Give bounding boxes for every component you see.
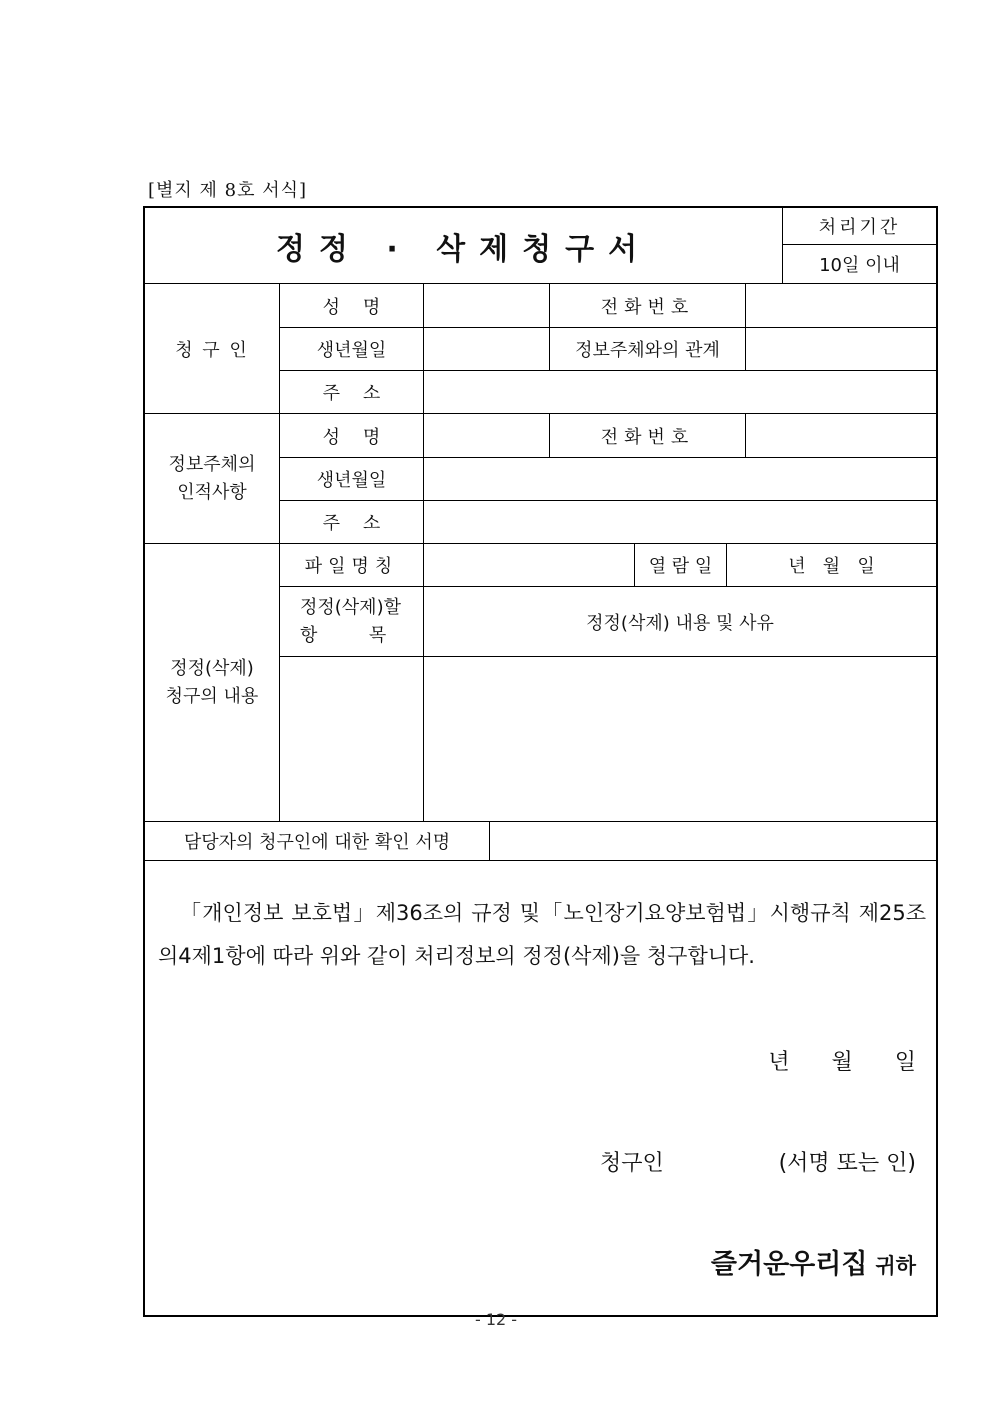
subject-section-line2: 인적사항 <box>177 481 247 503</box>
requester-relation-label: 정보주체와의 관계 <box>575 340 720 361</box>
subject-address-field[interactable] <box>424 501 936 543</box>
file-name-field[interactable] <box>424 544 634 586</box>
requester-name-label: 성 명 <box>322 296 381 318</box>
form-title: 정정 · 삭제청구서 <box>275 231 652 267</box>
staff-confirm-field[interactable] <box>490 822 936 860</box>
requester-birth-label: 생년월일 <box>316 340 387 361</box>
subject-address-label: 주 소 <box>322 513 381 534</box>
recipient-suffix: 귀하 <box>875 1254 916 1278</box>
divider <box>145 860 936 861</box>
subject-phone-label: 전화번호 <box>600 426 695 448</box>
item-label <box>280 587 423 656</box>
page-number: - 12 - <box>474 1310 518 1329</box>
recipient-name: 즐거운우리집 <box>710 1249 868 1280</box>
content-section-label <box>145 544 279 821</box>
item-field[interactable] <box>280 657 423 821</box>
requester-birth-field[interactable] <box>424 328 549 370</box>
reason-field[interactable] <box>424 657 936 821</box>
subject-phone-field[interactable] <box>746 414 936 457</box>
requester-address-field[interactable] <box>424 371 936 413</box>
subject-birth-label: 생년월일 <box>316 470 387 491</box>
subject-name-field[interactable] <box>424 414 549 457</box>
recipient <box>711 1242 916 1281</box>
request-date[interactable]: 년 월 일 <box>768 1050 916 1075</box>
item-label-line1: 정정(삭제)할 <box>300 596 401 618</box>
content-section-line1: 정정(삭제) <box>170 657 254 679</box>
view-date-field[interactable]: 년 월 일 <box>788 556 875 577</box>
reason-header: 정정(삭제) 내용 및 사유 <box>586 612 774 634</box>
file-name-label: 파일명칭 <box>304 556 399 577</box>
processing-label: 처리기간 <box>818 217 901 238</box>
subject-name-label: 성 명 <box>322 426 381 448</box>
form-label: [별지 제 8호 서식] <box>148 180 307 201</box>
request-statement: 「개인정보 보호법」제36조의 규정 및「노인장기요양보험법」시행규칙 제25조의4제1항에 따라 위와 같이 처리정보의 정정(삭제)을 청구합니다. <box>158 901 926 968</box>
subject-section-line1: 정보주체의 <box>168 453 256 475</box>
signer-label: 청구인 <box>600 1151 664 1176</box>
item-label-line2: 항 목 <box>300 624 387 646</box>
requester-relation-field[interactable] <box>746 328 936 370</box>
subject-birth-field[interactable] <box>424 458 936 500</box>
requester-section-label: 청 구 인 <box>175 339 249 361</box>
requester-phone-field[interactable] <box>746 284 936 327</box>
requester-phone-label: 전화번호 <box>600 296 695 318</box>
staff-confirm-label: 담당자의 청구인에 대한 확인 서명 <box>183 832 451 853</box>
view-date-label: 열 람 일 <box>648 556 713 577</box>
processing-value: 10일 이내 <box>819 255 900 276</box>
signer-note[interactable]: (서명 또는 인) <box>778 1151 916 1176</box>
content-section-line2: 청구의 내용 <box>165 685 259 707</box>
subject-section-label <box>145 414 279 543</box>
requester-name-field[interactable] <box>424 284 549 327</box>
requester-address-label: 주 소 <box>322 383 381 404</box>
